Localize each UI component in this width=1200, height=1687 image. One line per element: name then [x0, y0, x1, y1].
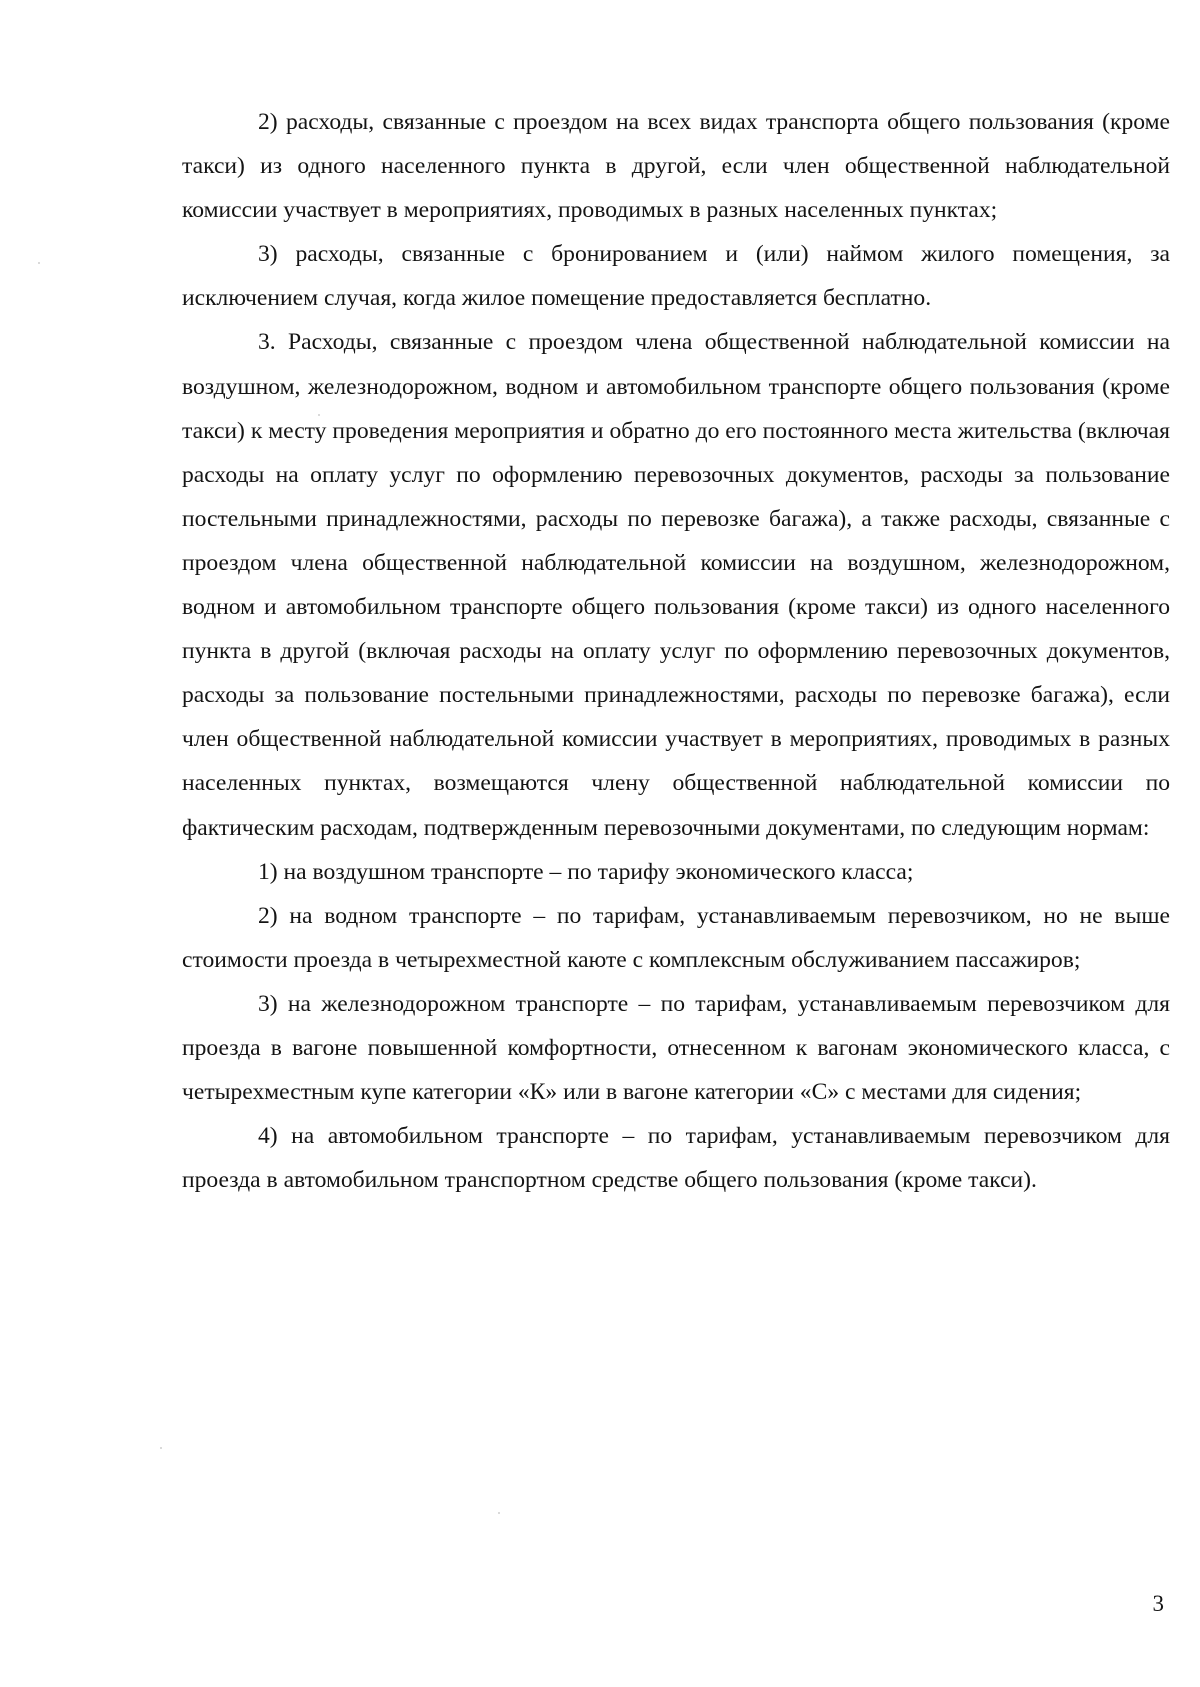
paragraph-road-transport: 4) на автомобильном транспорте – по тарифам, устанавливаемым перевозчиком для проезда в автомобильном транспортном средстве общего пользования (кроме такси). [182, 1123, 1170, 1194]
paragraph-travel-reimbursement: 3. Расходы, связанные с проездом члена общественной наблюдательной комиссии на воздушном, железнодорожном, водном и автомобильном транспорте общего пользования (кроме такси) к месту проведения мероприятия и обратно до его постоянного места жительства (включая расходы на оплату услуг по оформлению перевозочных документов, расходы за пользование постельными принадлежностями, расходы по перевозке багажа), а также расходы, связанные с проездом члена общественной наблюдательной комиссии на воздушном, железнодорожном, водном и автомобильном транспорте общего пользования (кроме такси) из одного населенного пункта в другой (включая расходы на оплату услуг по оформлению перевозочных документов, расходы за пользование постельными принадлежностями, расходы по перевозке багажа), если член общественной наблюдательной комиссии участвует в мероприятиях, проводимых в разных населенных пунктах, возмещаются члену общественной наблюдательной комиссии по фактическим расходам, подтвержденным перевозочными документами, по следующим нормам: [182, 329, 1170, 841]
paragraph-travel-between-settlements: 2) расходы, связанные с проездом на всех видах транспорта общего пользования (кроме такси) из одного населенного пункта в другой, если член общественной наблюдательной комиссии участвует в мероприятиях, проводимых в разных населенных пунктах; [182, 109, 1170, 224]
paragraph-air-transport: 1) на воздушном транспорте – по тарифу экономического класса; [258, 858, 914, 885]
scan-speck [318, 414, 320, 416]
paragraph-rail-transport: 3) на железнодорожном транспорте – по тарифам, устанавливаемым перевозчиком для проезда в вагоне повышенной комфортности, отнесенном к вагонам экономического класса, с четырехместным купе категории «К» или в вагоне категории «С» с местами для сидения; [182, 990, 1170, 1106]
document-body [182, 100, 1170, 1202]
scan-speck [38, 262, 40, 264]
scan-speck [160, 1447, 162, 1449]
page-number: 3 [1152, 1591, 1164, 1616]
scan-speck [498, 1512, 500, 1514]
paragraph-water-transport: 2) на водном транспорте – по тарифам, устанавливаемым перевозчиком, но не выше стоимости проезда в четырехместной каюте с комплексным обслуживанием пассажиров; [182, 902, 1170, 973]
paragraph-housing-expenses: 3) расходы, связанные с бронированием и (или) наймом жилого помещения, за исключением случая, когда жилое помещение предоставляется бесплатно. [182, 241, 1170, 312]
